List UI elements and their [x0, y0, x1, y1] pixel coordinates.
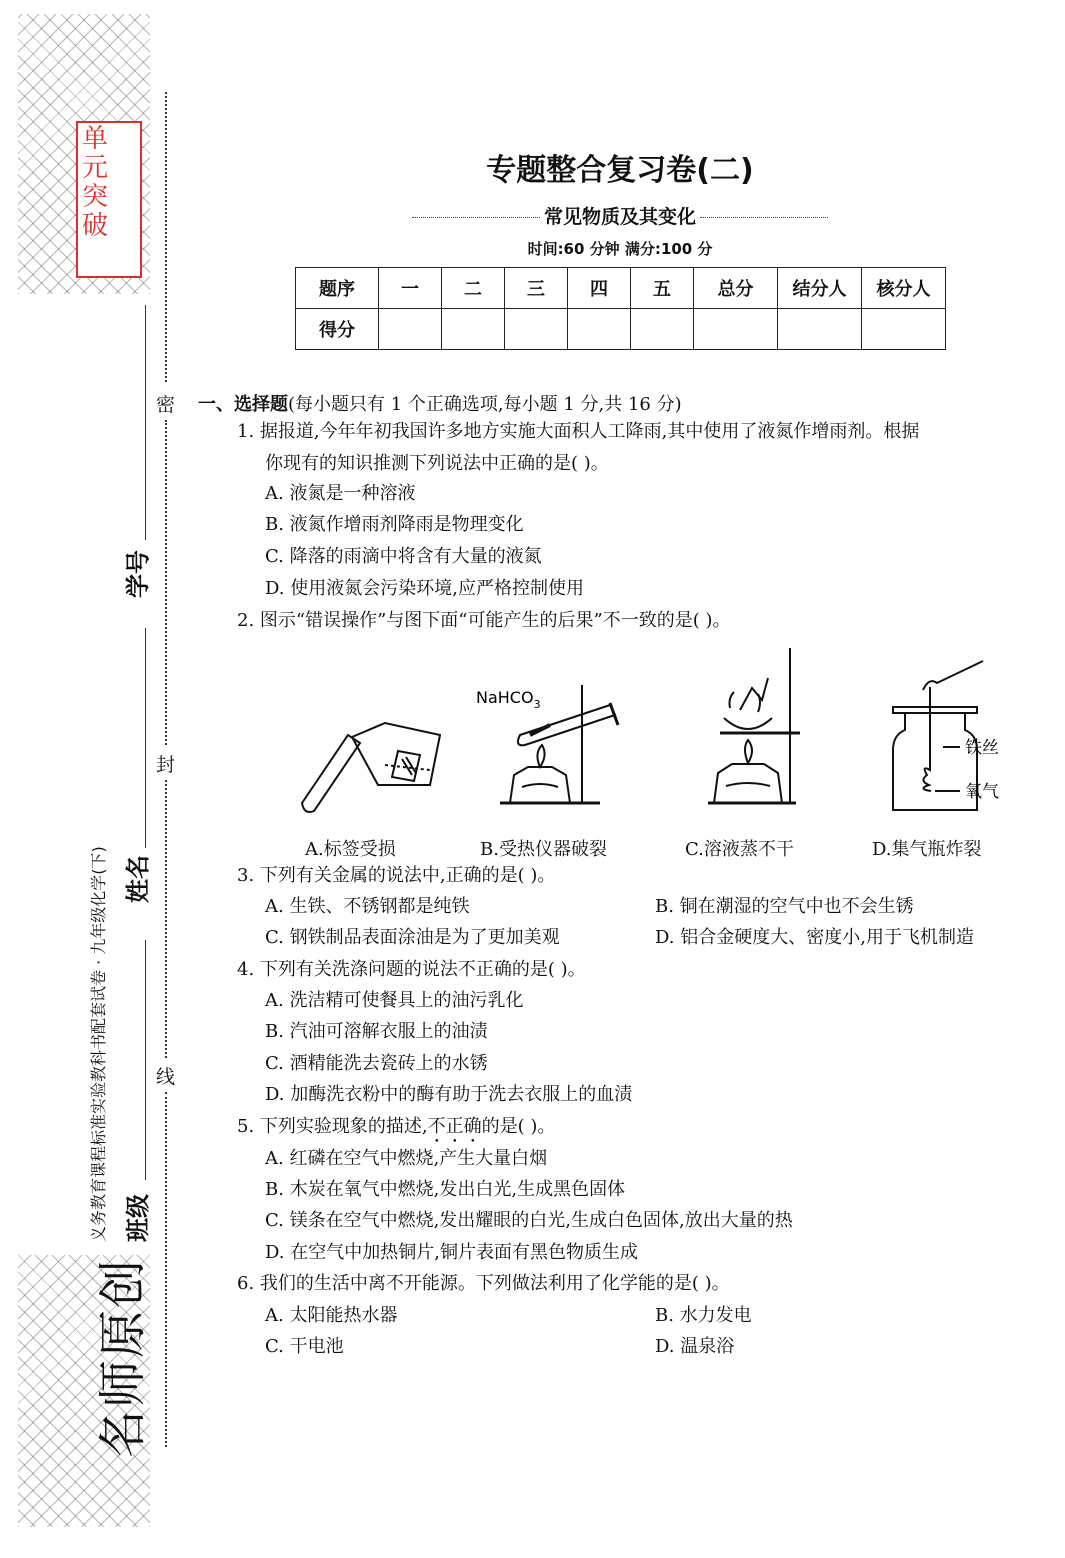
page-title: 专题整合复习卷(二) — [486, 153, 754, 188]
q4-option-d[interactable]: D. 加酶洗衣粉中的酶有助于洗去衣服上的血渍 — [265, 1084, 633, 1105]
name-label: 姓名 — [124, 855, 152, 903]
q6-option-a[interactable]: A. 太阳能热水器 — [265, 1305, 398, 1326]
score-header-cell: 核分人 — [862, 268, 946, 309]
q1-option-d[interactable]: D. 使用液氮会污染环境,应严格控制使用 — [265, 578, 584, 599]
student-id-line[interactable] — [145, 305, 146, 540]
question-3-stem: 3. 下列有关金属的说法中,正确的是( )。 — [237, 865, 556, 886]
score-header-cell: 四 — [568, 268, 631, 309]
q2-caption-b[interactable]: B.受热仪器破裂 — [480, 839, 607, 860]
time-info: 时间:60 分钟 满分:100 分 — [527, 240, 713, 258]
nahco3-label: NaHCO$_3$ — [476, 688, 541, 711]
q1-option-c[interactable]: C. 降落的雨滴中将含有大量的液氮 — [265, 546, 542, 567]
subtitle-dots-right — [700, 217, 828, 218]
score-header-cell: 一 — [379, 268, 442, 309]
q4-option-c[interactable]: C. 酒精能洗去瓷砖上的水锈 — [265, 1053, 488, 1074]
score-header-cell: 五 — [631, 268, 694, 309]
score-cell[interactable] — [568, 309, 631, 350]
figure-d-gas-jar — [885, 655, 1045, 815]
evaporating-dish — [724, 718, 772, 729]
unit-tag-char: 单 — [82, 124, 109, 154]
q5-option-a[interactable]: A. 红磷在空气中燃烧,产生大量白烟 — [265, 1148, 548, 1169]
section-note: (每小题只有 1 个正确选项,每小题 1 分,共 16 分) — [288, 394, 682, 415]
brand-logo-text: 名师原创 — [95, 1257, 151, 1458]
seal-char-xian: 线 — [156, 1066, 176, 1088]
seal-char-feng: 封 — [156, 754, 176, 776]
q1-option-a[interactable]: A. 液氮是一种溶液 — [265, 483, 416, 504]
page-subtitle — [395, 202, 845, 229]
q5-stem-emphasis: 不正确 — [427, 1116, 482, 1137]
q2-caption-a[interactable]: A.标签受损 — [305, 839, 396, 860]
reagent-bottle-shape — [352, 723, 440, 785]
score-cell[interactable] — [778, 309, 862, 350]
q5-option-c[interactable]: C. 镁条在空气中燃烧,发出耀眼的白光,生成白色固体,放出大量的热 — [265, 1210, 793, 1231]
seal-char-mi: 密 — [156, 394, 176, 416]
unit-tag-char: 破 — [82, 211, 109, 241]
iron-wire-holder — [923, 661, 983, 690]
score-cell[interactable] — [631, 309, 694, 350]
series-title: 义务教育课程标准实验教科书配套试卷 · 九年级化学(下) — [89, 846, 108, 1242]
score-cell[interactable] — [505, 309, 568, 350]
q5-option-b[interactable]: B. 木炭在氧气中燃烧,发出白光,生成黑色固体 — [265, 1179, 626, 1200]
question-2-stem: 2. 图示“错误操作”与图下面“可能产生的后果”不一致的是( )。 — [237, 610, 731, 631]
question-1-stem: 1. 据报道,今年年初我国许多地方实施大面积人工降雨,其中使用了液氮作增雨剂。根据 — [237, 421, 920, 442]
name-line[interactable] — [145, 628, 146, 848]
section-heading — [198, 390, 682, 416]
seal-line-mid2 — [165, 780, 167, 1058]
score-header-cell: 结分人 — [778, 268, 862, 309]
score-header-cell: 三 — [505, 268, 568, 309]
figure-c-evaporation — [700, 648, 800, 813]
score-header-cell: 题序 — [296, 268, 379, 309]
iron-wire-coil — [923, 687, 931, 791]
score-cell[interactable] — [862, 309, 946, 350]
glass-plate — [893, 707, 977, 713]
score-table-header-row — [296, 268, 946, 309]
oxygen-label: 氧气 — [965, 782, 999, 802]
q3-option-a[interactable]: A. 生铁、不锈钢都是纯铁 — [265, 896, 470, 917]
iron-wire-label: 铁丝 — [965, 738, 999, 758]
question-1-stem-cont: 你现有的知识推测下列说法中正确的是( )。 — [265, 453, 609, 474]
score-header-cell: 总分 — [694, 268, 778, 309]
q4-option-b[interactable]: B. 汽油可溶解衣服上的油渍 — [265, 1021, 488, 1042]
score-table — [295, 267, 946, 350]
flame-shape — [537, 745, 544, 767]
q6-option-d[interactable]: D. 温泉浴 — [655, 1336, 735, 1357]
q3-option-c[interactable]: C. 钢铁制品表面涂油是为了更加美观 — [265, 927, 560, 948]
class-label: 班级 — [124, 1194, 152, 1242]
question-6-stem: 6. 我们的生活中离不开能源。下列做法利用了化学能的是( )。 — [237, 1273, 730, 1294]
section-title: 一、选择题 — [198, 394, 288, 415]
figure-a-pouring — [290, 715, 450, 815]
seal-line-bottom — [165, 1092, 167, 1447]
subtitle-text: 常见物质及其变化 — [543, 206, 696, 228]
tilted-test-tube — [518, 705, 615, 745]
subtitle-dots-left — [412, 217, 540, 218]
q6-option-c[interactable]: C. 干电池 — [265, 1336, 344, 1357]
q1-option-b[interactable]: B. 液氮作增雨剂降雨是物理变化 — [265, 514, 524, 535]
score-cell[interactable] — [379, 309, 442, 350]
question-4-stem: 4. 下列有关洗涤问题的说法不正确的是( )。 — [237, 959, 586, 980]
unit-tag — [76, 121, 142, 278]
class-line[interactable] — [145, 940, 146, 1180]
q2-caption-c[interactable]: C.溶液蒸不干 — [685, 839, 794, 860]
q2-caption-d[interactable]: D.集气瓶炸裂 — [872, 839, 982, 860]
test-tube-shape — [302, 735, 360, 812]
score-header-cell: 二 — [442, 268, 505, 309]
unit-tag-char: 元 — [82, 153, 109, 183]
score-row-label: 得分 — [296, 309, 379, 350]
student-id-label: 学号 — [124, 550, 152, 598]
q5-option-d[interactable]: D. 在空气中加热铜片,铜片表面有黑色物质生成 — [265, 1242, 638, 1263]
q6-option-b[interactable]: B. 水力发电 — [655, 1305, 752, 1326]
seal-line-mid1 — [165, 420, 167, 745]
figure-b-heating — [470, 655, 635, 815]
q3-option-b[interactable]: B. 铜在潮湿的空气中也不会生锈 — [655, 896, 914, 917]
q5-stem-pre: 5. 下列实验现象的描述, — [237, 1116, 428, 1137]
question-5-stem — [237, 1116, 555, 1147]
stirring-rod — [740, 678, 768, 710]
seal-line-top — [165, 92, 167, 382]
score-cell[interactable] — [694, 309, 778, 350]
q3-option-d[interactable]: D. 铝合金硬度大、密度小,用于飞机制造 — [655, 927, 974, 948]
q4-option-a[interactable]: A. 洗洁精可使餐具上的油污乳化 — [265, 990, 524, 1011]
score-cell[interactable] — [442, 309, 505, 350]
q5-stem-post: 的是( )。 — [481, 1116, 556, 1137]
unit-tag-char: 突 — [82, 182, 109, 212]
flame-shape — [745, 740, 752, 763]
score-table-score-row — [296, 309, 946, 350]
